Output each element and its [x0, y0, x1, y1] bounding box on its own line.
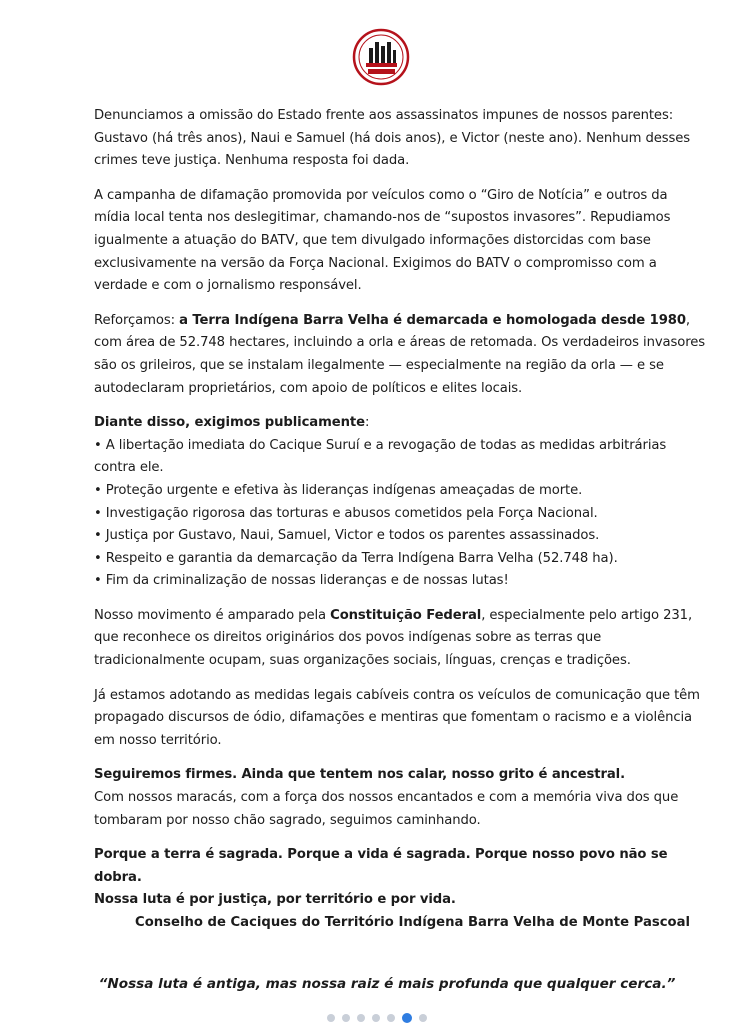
page-indicator: [0, 1014, 754, 1023]
closing-line-2: Nossa luta é por justiça, por território e por vida.: [94, 892, 456, 908]
paragraph-closing: [94, 844, 706, 912]
list-item: • A libertação imediata do Cacique Suruí e a revogação de todas as medidas arbitrárias contra ele.: [94, 437, 667, 476]
demands-list: [94, 435, 706, 593]
reinforce-rest: , com área de 52.748 hectares, incluindo a orla e áreas de retomada. Os verdadeiros invasores são os grileiros, que se instalam ilegalmente — especialmente na região da orla — e se autodeclaram proprietários, com apoio de políticos e elites locais.: [94, 312, 706, 396]
list-item: • Respeito e garantia da demarcação da Terra Indígena Barra Velha (52.748 ha).: [94, 550, 618, 566]
paragraph-reinforce: [94, 310, 706, 400]
paragraph-constitution: [94, 605, 706, 673]
list-item: • Proteção urgente e efetiva às lideranças indígenas ameaçadas de morte.: [94, 482, 583, 498]
page-dot[interactable]: [342, 1014, 350, 1022]
demands-heading-line: [94, 412, 706, 435]
paragraph-defamation: A campanha de difamação promovida por veículos como o “Giro de Notícia” e outros da mídia local tenta nos deslegitimar, chamando-nos de “supostos invasores”. Repudiamos igualmente a atuação do BATV, que tem divulgado informações distorcidas com base exclusivamente na versão da Força Nacional. Exigimos do BATV o compromisso com a verdade e com o jornalismo responsável.: [94, 187, 671, 294]
reinforce-bold: a Terra Indígena Barra Velha é demarcada e homologada desde 1980: [179, 312, 686, 328]
demands-section: [94, 412, 706, 593]
constitution-rest: , especialmente pelo artigo 231, que reconhece os direitos originários dos povos indígenas sobre as terras que tradicionalmente ocupam, suas organizações sociais, línguas, crenças e tradições.: [94, 607, 693, 669]
page-dot-active[interactable]: [402, 1013, 412, 1023]
firm-rest: Com nossos maracás, com a força dos nossos encantados e com a memória viva dos que tombaram por nosso chão sagrado, seguimos caminhando.: [94, 790, 679, 828]
page-dot[interactable]: [372, 1014, 380, 1022]
seal-icon: [352, 28, 410, 86]
demands-colon: :: [364, 415, 370, 431]
list-item: • Fim da criminalização de nossas lideranças e de nossas lutas!: [94, 573, 509, 589]
firm-bold: Seguiremos firmes. Ainda que tentem nos calar, nosso grito é ancestral.: [94, 767, 625, 783]
reinforce-lead: Reforçamos:: [94, 312, 180, 328]
paragraph-legal-measures: Já estamos adotando as medidas legais cabíveis contra os veículos de comunicação que têm propagado discursos de ódio, difamações e mentiras que fomentam o racismo e a violência em nosso território.: [94, 687, 700, 748]
list-item: • Investigação rigorosa das torturas e abusos cometidos pela Força Nacional.: [94, 505, 598, 521]
list-item: • Justiça por Gustavo, Naui, Samuel, Victor e todos os parentes assassinados.: [94, 528, 600, 544]
page-dot[interactable]: [327, 1014, 335, 1022]
letter-body: [94, 105, 706, 924]
page-dot[interactable]: [387, 1014, 395, 1022]
closing-quote: “Nossa luta é antiga, mas nossa raiz é mais profunda que qualquer cerca.”: [98, 976, 676, 992]
organization-logo: [352, 28, 410, 86]
paragraph-denunciation: Denunciamos a omissão do Estado frente aos assassinatos impunes de nossos parentes: Gustavo (há três anos), Naui e Samuel (há dois anos), e Victor (neste ano). Nenhum desses crimes teve justiça. Nenhuma resposta foi dada.: [94, 108, 691, 169]
demands-heading: Diante disso, exigimos publicamente: [94, 415, 365, 431]
closing-line-1: Porque a terra é sagrada. Porque a vida é sagrada. Porque nosso povo não se dobra.: [94, 847, 668, 885]
page-dot[interactable]: [357, 1014, 365, 1022]
signature: Conselho de Caciques do Território Indígena Barra Velha de Monte Pascoal: [135, 915, 690, 930]
constitution-bold: Constituição Federal: [330, 607, 482, 623]
constitution-lead: Nosso movimento é amparado pela: [94, 607, 331, 623]
paragraph-firm: [94, 764, 706, 832]
page-dot[interactable]: [419, 1014, 427, 1022]
